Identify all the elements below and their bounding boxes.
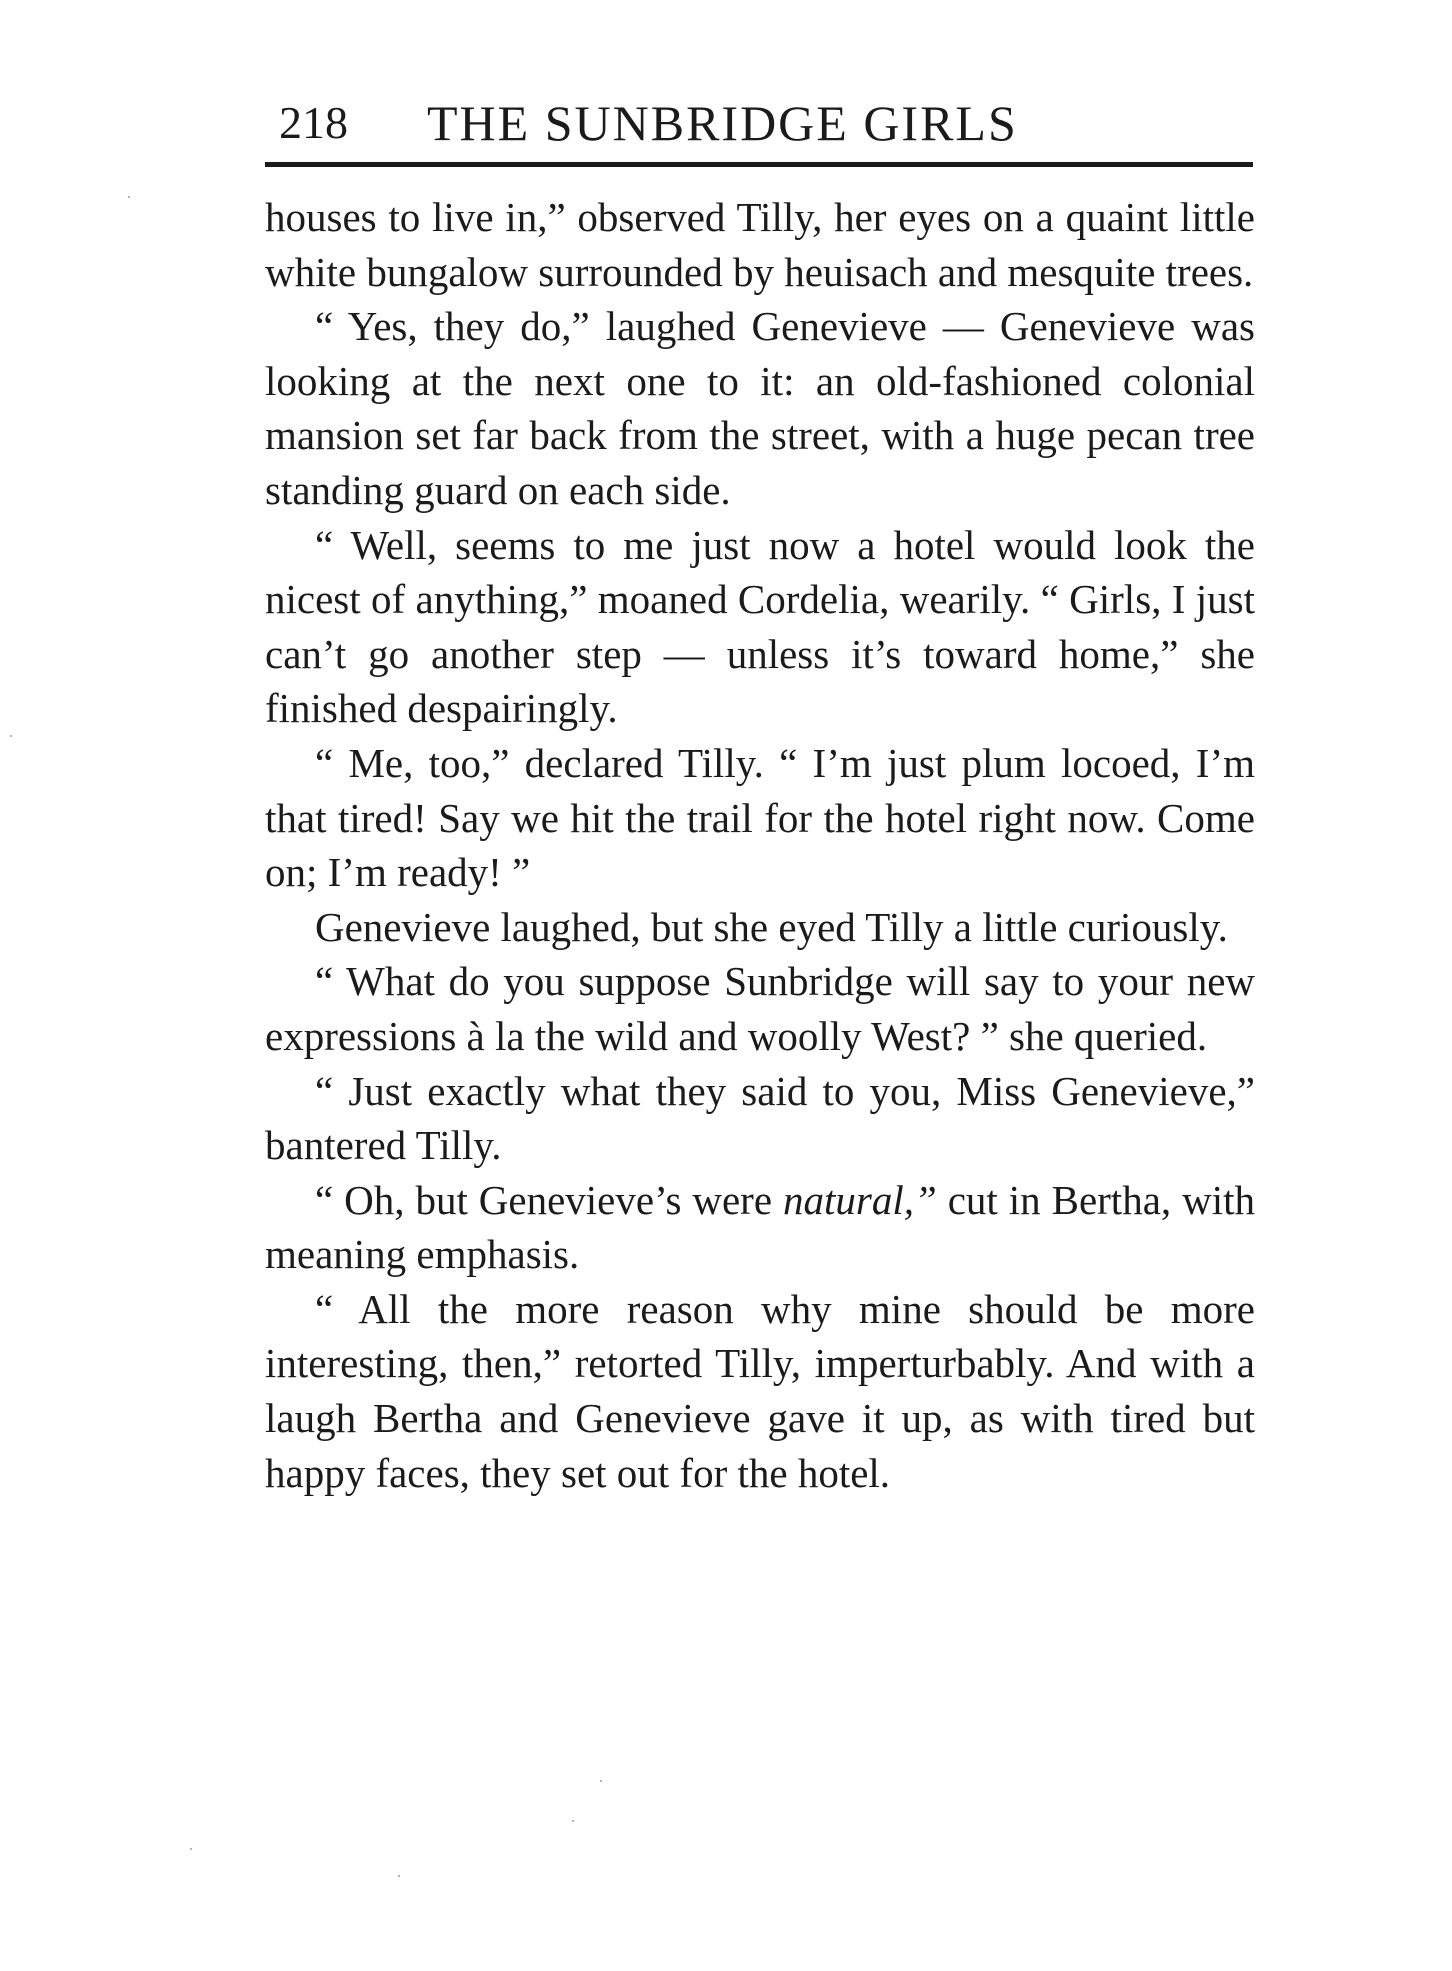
- scan-speck: [572, 1820, 574, 1822]
- paragraph-8-after: cut in Bertha, with meaning emphasis.: [265, 1176, 1255, 1278]
- running-title: THE SUNBRIDGE GIRLS: [427, 95, 1018, 151]
- body-text: [265, 190, 1255, 1500]
- scan-speck: [128, 196, 130, 198]
- paragraph-5: Genevieve laughed, but she eyed Tilly a little curiously.: [315, 903, 1228, 950]
- paragraph-1: houses to live in,” observed Tilly, her eyes on a quaint little white bungalow surrounded by heuisach and mesquite trees.: [265, 194, 1255, 295]
- paragraph-9: “ All the more reason why mine should be more interesting, then,” retorted Tilly, imperturbably. And with a laugh Bertha and Genevieve gave it up, as with tired but happy faces, they set out for the hotel.: [265, 1285, 1255, 1496]
- paragraph-3: “ Well, seems to me just now a hotel would look the nicest of anything,” moaned Cordelia, wearily. “ Girls, I just can’t go another step — unless it’s toward home,” she finished despairingly.: [265, 521, 1255, 732]
- paragraph-2: “ Yes, they do,” laughed Genevieve — Genevieve was looking at the next one to it: an old-fashioned colonial mansion set far back from the street, with a huge pecan tree standing guard on each side.: [265, 303, 1255, 513]
- header-rule: [265, 162, 1253, 167]
- page-header: [265, 88, 1255, 158]
- paragraph-4: “ Me, too,” declared Tilly. “ I’m just plum locoed, I’m that tired! Say we hit the trail for the hotel right now. Come on; I’m ready! ”: [265, 739, 1255, 896]
- page-number: 218: [279, 97, 348, 148]
- scan-speck: [398, 1875, 400, 1877]
- paragraph-7: “ Just exactly what they said to you, Miss Genevieve,” bantered Tilly.: [265, 1067, 1255, 1169]
- paragraph-8-before: “ Oh, but Genevieve’s were: [315, 1176, 783, 1223]
- paragraph-8: [265, 1173, 1255, 1282]
- paragraph-6: “ What do you suppose Sunbridge will say to your new expressions à la the wild and woolly West? ” she queried.: [265, 958, 1255, 1059]
- scan-speck: [190, 1848, 192, 1850]
- scan-speck: [10, 735, 12, 737]
- emphasis-natural: natural,”: [782, 1176, 937, 1223]
- scan-speck: [600, 1780, 602, 1782]
